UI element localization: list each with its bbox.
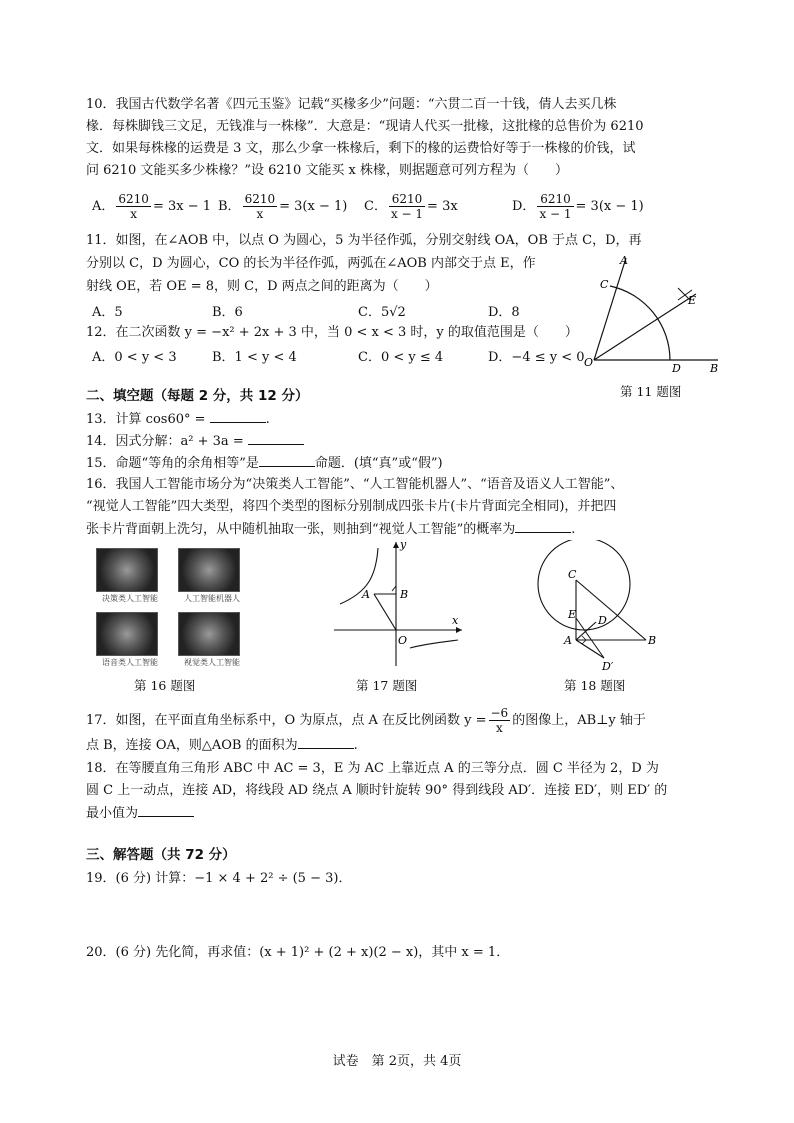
q12-option-a: A．0 < y < 3	[92, 350, 177, 365]
q18-line-3: 最小值为	[86, 804, 194, 823]
fraction: $\frac{6210}{x}$	[118, 192, 149, 221]
q12-option-d: D．−4 ≤ y < 0	[488, 350, 585, 365]
point-label-c: C	[568, 568, 577, 581]
answer-blank	[248, 432, 304, 445]
q16-line-2: “视觉人工智能”四大类型，将四个类型的图标分别制成四张卡片(卡片背面完全相同)，并把四	[86, 499, 617, 514]
card-label: 人工智能机器人	[184, 594, 240, 603]
point-label-b: B	[648, 634, 657, 647]
q18-figure	[530, 540, 690, 676]
q10-option-c: C． $\frac{6210}{x - 1}$ = 3x	[364, 192, 458, 221]
answer-blank	[259, 454, 315, 467]
q17-caption: 第 17 题图	[356, 678, 418, 693]
q12-option-c: C．0 < y ≤ 4	[358, 350, 444, 365]
q12-option-b: B．1 < y < 4	[212, 350, 297, 365]
fraction: $\frac{6210}{x - 1}$	[539, 192, 572, 221]
q10-option-b: B． $\frac{6210}{x}$ = 3(x − 1)	[218, 192, 348, 221]
section-3-title: 三、解答题（共 72 分）	[86, 847, 236, 863]
answer-blank	[515, 520, 571, 533]
q17-figure	[330, 536, 470, 670]
q11-option-a: A．5	[92, 305, 123, 320]
q19-line: 19．(6 分) 计算：−1 × 4 + 2² ÷ (5 − 3)．	[86, 871, 352, 886]
q18-caption: 第 18 题图	[564, 678, 626, 693]
q17-line-1: 17．如图，在平面直角坐标系中，O 为原点，点 A 在反比例函数 y = $\frac{-6}{x}$ 的图像上，AB⊥y 轴于	[86, 706, 646, 735]
card-image	[178, 612, 240, 656]
q16-line-1: 16．我国人工智能市场分为“决策类人工智能”、“人工智能机器人”、“语音及语义人工智能”、	[86, 477, 624, 492]
q10-line-3: 文．如果每株椽的运费是 3 文，那么少拿一株椽后，剩下的椽的运费恰好等于一株椽的价钱，试	[86, 141, 636, 156]
q10-line-2: 椽．每株脚钱三文足，无钱准与一株椽”．大意是：“现请人代买一批椽，这批椽的总售价为 6210	[86, 119, 644, 134]
axis-label-x: x	[452, 614, 459, 627]
axis-label-y: y	[400, 538, 407, 551]
fraction: $\frac{6210}{x - 1}$	[390, 192, 424, 221]
q18-line-1: 18．在等腰直角三角形 ABC 中 AC = 3，E 为 AC 上靠近点 A 的三等分点．圆 C 半径为 2，D 为	[86, 761, 659, 776]
section-2-title: 二、填空题（每题 2 分，共 12 分）	[86, 388, 309, 404]
point-label-b: B	[710, 362, 719, 375]
point-label-a: A	[620, 254, 628, 267]
point-label-d-prime: D′	[602, 660, 614, 673]
fraction: $\frac{-6}{x}$	[490, 706, 509, 735]
q10-line-1: 10．我国古代数学名著《四元玉鉴》记载“买椽多少”问题：“六贯二百一十钱，倩人去买几株	[86, 97, 617, 112]
answer-blank	[210, 410, 266, 423]
card-label: 语音类人工智能	[102, 658, 158, 667]
q18-line-2: 圆 C 上一动点，连接 AD，将线段 AD 绕点 A 顺时针旋转 90° 得到线段 AD′．连接 ED′，则 ED′ 的	[86, 783, 668, 798]
q11-figure	[578, 250, 728, 380]
point-label-b: B	[400, 588, 409, 601]
q11-caption: 第 11 题图	[620, 384, 682, 399]
q17-line-2: 点 B，连接 OA，则△AOB 的面积为 .	[86, 738, 358, 753]
point-label-a: A	[362, 588, 370, 601]
point-label-e: E	[568, 608, 577, 621]
q11-option-c: C．5√2	[358, 305, 406, 320]
q16-figure	[94, 548, 254, 672]
q14-line: 14．因式分解：a² + 3a =	[86, 432, 304, 451]
point-label-e: E	[688, 294, 697, 307]
q10-option-a: A． $\frac{6210}{x}$ = 3x − 1	[92, 192, 211, 221]
q10-option-d: D． $\frac{6210}{x - 1}$ = 3(x − 1)	[512, 192, 644, 221]
point-label-d: D	[598, 614, 607, 627]
fraction: $\frac{6210}{x}$	[244, 192, 276, 221]
q10-line-4: 问 6210 文能买多少株椽？”设 6210 文能买 x 株椽，则据题意可列方程为（ ）	[86, 163, 568, 178]
q11-line-1: 11．如图，在∠AOB 中，以点 O 为圆心，5 为半径作弧，分别交射线 OA，OB 于点 C，D，再	[86, 233, 642, 248]
card-label: 决策类人工智能	[102, 594, 158, 603]
q11-option-b: B．6	[212, 305, 243, 320]
q15-line: 15．命题“等角的余角相等”是 命题．(填“真”或“假”)	[86, 456, 443, 471]
point-label-a: A	[564, 634, 572, 647]
card-image	[96, 612, 158, 656]
q11-line-2: 分别以 C，D 为圆心，CO 的长为半径作弧，两弧在∠AOB 内部交于点 E，作	[86, 256, 536, 271]
answer-blank	[138, 804, 194, 817]
q11-line-3: 射线 OE，若 OE = 8，则 C，D 两点之间的距离为（ ）	[86, 279, 438, 294]
q11-option-d: D．8	[488, 305, 520, 320]
q12-line-1: 12．在二次函数 y = −x² + 2x + 3 中，当 0 < x < 3 时，y 的取值范围是（ ）	[86, 325, 578, 340]
answer-blank	[298, 736, 354, 749]
q16-line-3: 张卡片背面朝上洗匀，从中随机抽取一张，则抽到“视觉人工智能”的概率为 .	[86, 522, 576, 537]
card-image	[178, 548, 240, 592]
point-label-c: C	[600, 278, 609, 291]
card-label: 视觉类人工智能	[184, 658, 240, 667]
point-label-o: O	[398, 634, 408, 647]
q20-line: 20．(6 分) 先化简，再求值：(x + 1)² + (2 + x)(2 − x)，其中 x = 1．	[86, 945, 510, 960]
point-label-d: D	[672, 362, 681, 375]
q16-caption: 第 16 题图	[134, 678, 196, 693]
page-footer: 试卷 第 2页，共 4页	[332, 1054, 462, 1069]
point-label-o: O	[584, 356, 594, 369]
card-image	[96, 548, 158, 592]
q13-line: 13．计算 cos60° = .	[86, 412, 270, 427]
